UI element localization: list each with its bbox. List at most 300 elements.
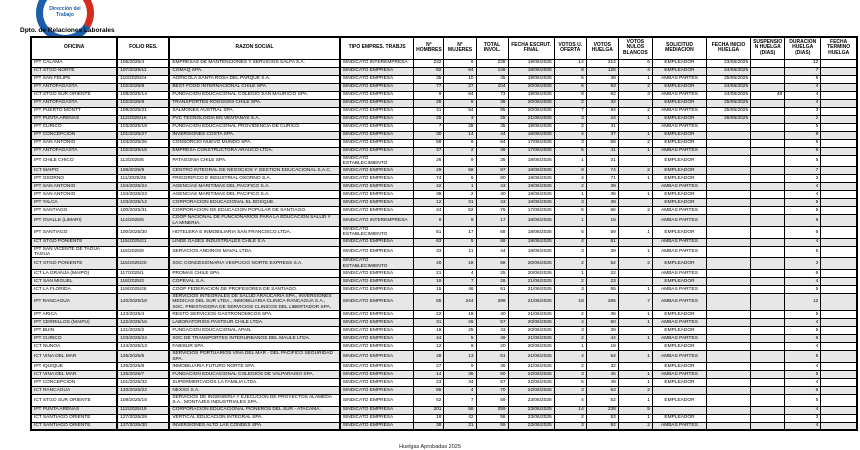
cell-fecha-termino-huelga xyxy=(821,59,857,67)
cell-razon-social: LABORATORIOS PASTEUR CHILE LTDA. xyxy=(169,319,339,327)
cell-votos-nulos-blancos: 1 xyxy=(618,319,652,327)
cell-votos-nulos-blancos: 1 xyxy=(618,286,652,294)
cell-folio-res: 102/2025/15 xyxy=(117,147,169,155)
cell-fecha-termino-huelga xyxy=(821,422,857,430)
table-row xyxy=(31,155,857,167)
cell-folio-res: 115/2025/21 xyxy=(117,238,169,246)
cell-fecha-escrut-final: 23/06/2025 xyxy=(508,394,554,406)
cell-fecha-escrut-final: 19/06/2025 xyxy=(508,91,554,99)
cell-folio-res: 103/2025/12 xyxy=(117,199,169,207)
cell-oficina: ICT VINA DEL MAR xyxy=(31,351,117,363)
cell-tipo-empres-trabjs: SINDICATO EMPRESA xyxy=(340,246,414,258)
cell-fecha-termino-huelga xyxy=(821,199,857,207)
cell-total-invol: 49 xyxy=(476,147,508,155)
cell-oficina: ICT STGO SUR ORIENTE xyxy=(31,91,117,99)
cell-duracion-huelga-dias: 5 xyxy=(785,394,821,406)
cell-n-hombres: 31 xyxy=(414,319,444,327)
cell-duracion-huelga-dias: 12 xyxy=(785,294,821,311)
cell-votos-u-oferta: 1 xyxy=(554,155,586,167)
cell-total-invol: 35 xyxy=(476,123,508,131)
cell-votos-u-oferta: 2 xyxy=(554,335,586,343)
cell-folio-res: 100/2025/30 xyxy=(117,226,169,238)
cell-votos-u-oferta: 1 xyxy=(554,215,586,227)
cell-solicitud-mediacion: AMBAS PARTES xyxy=(652,123,706,131)
cell-total-invol: 44 xyxy=(476,131,508,139)
cell-fecha-escrut-final: 23/06/2025 xyxy=(508,406,554,414)
cell-total-invol: 43 xyxy=(476,327,508,335)
cell-tipo-empres-trabjs: SINDICATO EMPRESA xyxy=(340,139,414,147)
cell-folio-res: 102/2025/9 xyxy=(117,99,169,107)
cell-razon-social: VERTICAL EDUCACION INTEGRAL SPA. xyxy=(169,414,339,422)
cell-n-mujeres: 5 xyxy=(444,238,476,246)
cell-tipo-empres-trabjs: SINDICATO EMPRESA xyxy=(340,335,414,343)
cell-fecha-inicio-huelga xyxy=(707,343,751,351)
cell-duracion-huelga-dias: 6 xyxy=(785,139,821,147)
cell-folio-res: 121/2025/2 xyxy=(117,327,169,335)
cell-n-hombres: 201 xyxy=(414,406,444,414)
table-row xyxy=(31,191,857,199)
cell-fecha-termino-huelga xyxy=(821,294,857,311)
cell-n-mujeres: 9 xyxy=(444,155,476,167)
cell-votos-u-oferta: 5 xyxy=(554,75,586,83)
table-row xyxy=(31,394,857,406)
cell-n-hombres: 23 xyxy=(414,378,444,386)
cell-tipo-empres-trabjs: SINDICATO INTEREMPRESA xyxy=(340,59,414,67)
cell-n-hombres: 29 xyxy=(414,167,444,175)
table-row xyxy=(31,67,857,75)
cell-suspension-huelga-dias xyxy=(751,207,785,215)
cell-razon-social: FUNDACION EDUCACIONAL COLEGIOS DE VALPARAISO SPA. xyxy=(169,370,339,378)
cell-fecha-inicio-huelga: 25/06/2025 xyxy=(707,99,751,107)
cell-duracion-huelga-dias: 9 xyxy=(785,215,821,227)
cell-votos-u-oferta: 6 xyxy=(554,207,586,215)
cell-oficina: ICT LA GRANJA (MAIPO) xyxy=(31,270,117,278)
cell-tipo-empres-trabjs: SINDICATO ESTABLECIMIENTO xyxy=(340,155,414,167)
cell-folio-res: 114/2025/6 xyxy=(117,215,169,227)
cell-n-mujeres: 1 xyxy=(444,183,476,191)
cell-fecha-termino-huelga xyxy=(821,270,857,278)
cell-solicitud-mediacion: AMBAS PARTES xyxy=(652,422,706,430)
cell-oficina: IPT CALAMA xyxy=(31,59,117,67)
cell-solicitud-mediacion: EMPLEADOR xyxy=(652,167,706,175)
cell-oficina: IPT CERRILLOS (MAIPU) xyxy=(31,319,117,327)
cell-fecha-inicio-huelga xyxy=(707,422,751,430)
cell-folio-res: 120/2025/18 xyxy=(117,294,169,311)
cell-suspension-huelga-dias xyxy=(751,226,785,238)
cell-oficina: IPT SANTIAGO xyxy=(31,226,117,238)
table-row xyxy=(31,131,857,139)
cell-tipo-empres-trabjs: SINDICATO EMPRESA xyxy=(340,191,414,199)
cell-n-mujeres: 64 xyxy=(444,91,476,99)
cell-votos-u-oferta: 9 xyxy=(554,167,586,175)
cell-votos-huelga: 93 xyxy=(586,83,618,91)
cell-oficina: IPT OVALLE (LIMARI) xyxy=(31,215,117,227)
cell-tipo-empres-trabjs: SINDICATO EMPRESA xyxy=(340,286,414,294)
cell-votos-huelga: 39 xyxy=(586,183,618,191)
cell-votos-huelga: 45 xyxy=(586,370,618,378)
table-row xyxy=(31,335,857,343)
cell-total-invol: 20 xyxy=(476,343,508,351)
cell-folio-res: 108/2025/14 xyxy=(117,91,169,99)
department-label: Dpto. de Relaciones Laborales xyxy=(20,27,115,34)
table-row xyxy=(31,167,857,175)
cell-fecha-inicio-huelga xyxy=(707,147,751,155)
cell-votos-u-oferta: 3 xyxy=(554,139,586,147)
cell-votos-huelga: 22 xyxy=(586,270,618,278)
cell-fecha-escrut-final: 23/06/2025 xyxy=(508,414,554,422)
cell-fecha-escrut-final: 22/06/2025 xyxy=(508,378,554,386)
cell-fecha-inicio-huelga xyxy=(707,139,751,147)
cell-folio-res: 127/2025/30 xyxy=(117,422,169,430)
cell-n-mujeres: 21 xyxy=(444,422,476,430)
cell-solicitud-mediacion: EMPLEADOR xyxy=(652,343,706,351)
cell-fecha-termino-huelga xyxy=(821,107,857,115)
cell-total-invol: 70 xyxy=(476,386,508,394)
cell-fecha-escrut-final: 20/06/2025 xyxy=(508,327,554,335)
cell-suspension-huelga-dias xyxy=(751,83,785,91)
cell-fecha-termino-huelga xyxy=(821,394,857,406)
cell-tipo-empres-trabjs: SINDICATO EMPRESA xyxy=(340,115,414,123)
cell-fecha-escrut-final: 19/06/2025 xyxy=(508,75,554,83)
cell-total-invol: 87 xyxy=(476,167,508,175)
cell-tipo-empres-trabjs: SINDICATO EMPRESA xyxy=(340,311,414,319)
cell-suspension-huelga-dias xyxy=(751,394,785,406)
cell-razon-social: BEST FOOD INTERNACIONAL CHILE SPA. xyxy=(169,83,339,91)
cell-votos-nulos-blancos xyxy=(618,199,652,207)
cell-duracion-huelga-dias: 4 xyxy=(785,362,821,370)
cell-suspension-huelga-dias xyxy=(751,175,785,183)
cell-folio-res: 104/2025/23 xyxy=(117,191,169,199)
footer-note: Huelgas Aprobadas 2025 xyxy=(399,444,461,450)
cell-votos-nulos-blancos: 2 xyxy=(618,207,652,215)
cell-n-mujeres: 5 xyxy=(444,335,476,343)
cell-duracion-huelga-dias: 4 xyxy=(785,406,821,414)
cell-oficina: IPT IQUIQUE xyxy=(31,362,117,370)
cell-fecha-termino-huelga xyxy=(821,147,857,155)
cell-fecha-escrut-final: 23/06/2025 xyxy=(508,422,554,430)
cell-votos-u-oferta: 3 xyxy=(554,386,586,394)
cell-oficina: ICT VINA DEL MAR xyxy=(31,370,117,378)
table-header xyxy=(31,37,857,59)
cell-votos-nulos-blancos: 1 xyxy=(618,335,652,343)
cell-fecha-inicio-huelga xyxy=(707,311,751,319)
cell-n-hombres: 12 xyxy=(414,343,444,351)
cell-razon-social: INVERSIONES ALTO LAS CONDES SPA. xyxy=(169,422,339,430)
cell-votos-u-oferta: 4 xyxy=(554,131,586,139)
cell-duracion-huelga-dias: 5 xyxy=(785,207,821,215)
cell-total-invol: 80 xyxy=(476,175,508,183)
cell-n-mujeres: 52 xyxy=(444,207,476,215)
cell-fecha-inicio-huelga: 24/06/2025 xyxy=(707,91,751,99)
cell-votos-huelga: 66 xyxy=(586,207,618,215)
cell-tipo-empres-trabjs: SINDICATO EMPRESA xyxy=(340,67,414,75)
cell-tipo-empres-trabjs: SINDICATO EMPRESA xyxy=(340,83,414,91)
cell-tipo-empres-trabjs: SINDICATO EMPRESA xyxy=(340,131,414,139)
cell-fecha-termino-huelga xyxy=(821,370,857,378)
table-row xyxy=(31,83,857,91)
cell-fecha-escrut-final: 21/06/2025 xyxy=(508,278,554,286)
cell-fecha-inicio-huelga xyxy=(707,270,751,278)
cell-oficina: ICT MAIPO xyxy=(31,167,117,175)
cell-suspension-huelga-dias xyxy=(751,294,785,311)
cell-tipo-empres-trabjs: SINDICATO ESTABLECIMIENTO xyxy=(340,258,414,270)
cell-razon-social: PVC TECNOLOGIA EN VENTANAS S.A. xyxy=(169,115,339,123)
table-row xyxy=(31,270,857,278)
cell-tipo-empres-trabjs: SINDICATO EMPRESA xyxy=(340,270,414,278)
cell-total-invol: 25 xyxy=(476,270,508,278)
cell-n-mujeres: 2 xyxy=(444,147,476,155)
cell-solicitud-mediacion: EMPLEADOR xyxy=(652,378,706,386)
cell-votos-huelga: 32 xyxy=(586,99,618,107)
cell-suspension-huelga-dias xyxy=(751,327,785,335)
cell-razon-social: INVERSIONES COSTA SPA. xyxy=(169,131,339,139)
cell-votos-huelga: 18 xyxy=(586,343,618,351)
cell-suspension-huelga-dias xyxy=(751,311,785,319)
cell-n-mujeres: 14 xyxy=(444,131,476,139)
cell-n-hombres: 48 xyxy=(414,351,444,363)
cell-folio-res: 112/2025/19 xyxy=(117,406,169,414)
cell-n-hombres: 15 xyxy=(414,286,444,294)
cell-razon-social: CORPORACION DE EDUCACION POPULAR DE SANTIAGO. xyxy=(169,207,339,215)
cell-oficina: IPT OSORNO xyxy=(31,175,117,183)
table-row xyxy=(31,343,857,351)
cell-total-invol: 58 xyxy=(476,258,508,270)
cell-n-hombres: 38 xyxy=(414,422,444,430)
cell-fecha-inicio-huelga xyxy=(707,238,751,246)
cell-folio-res: 106/2025/9 xyxy=(117,167,169,175)
cell-votos-huelga: 52 xyxy=(586,394,618,406)
cell-solicitud-mediacion: AMBAS PARTES xyxy=(652,91,706,99)
cell-razon-social: CORPORACION EDUCACIONAL PIONEROS DEL SUR - ATACAMA. xyxy=(169,406,339,414)
cell-folio-res: 126/2025/8 xyxy=(117,362,169,370)
cell-votos-nulos-blancos xyxy=(618,123,652,131)
cell-suspension-huelga-dias xyxy=(751,270,785,278)
cell-fecha-termino-huelga xyxy=(821,67,857,75)
cell-solicitud-mediacion: AMBAS PARTES xyxy=(652,270,706,278)
cell-total-invol: 43 xyxy=(476,183,508,191)
cell-duracion-huelga-dias: 3 xyxy=(785,414,821,422)
cell-razon-social: AGRICOLA SANTA ROSA DEL PARQUE S.A. xyxy=(169,75,339,83)
cell-duracion-huelga-dias: 4 xyxy=(785,191,821,199)
cell-n-hombres: 47 xyxy=(414,147,444,155)
cell-razon-social: CORPORACION EDUCACIONAL EL BOSQUE. xyxy=(169,199,339,207)
table-row xyxy=(31,414,857,422)
cell-total-invol: 58 xyxy=(476,414,508,422)
cell-razon-social: PROMAS CHILE SPA. xyxy=(169,270,339,278)
cell-votos-huelga: 44 xyxy=(586,335,618,343)
cell-votos-u-oferta: 14 xyxy=(554,59,586,67)
cell-fecha-inicio-huelga xyxy=(707,131,751,139)
cell-solicitud-mediacion: EMPLEADOR xyxy=(652,362,706,370)
cell-fecha-termino-huelga xyxy=(821,139,857,147)
cell-suspension-huelga-dias xyxy=(751,343,785,351)
cell-folio-res: 125/2025/7 xyxy=(117,370,169,378)
cell-votos-u-oferta: 4 xyxy=(554,319,586,327)
table-row xyxy=(31,406,857,414)
cell-fecha-escrut-final: 21/06/2025 xyxy=(508,311,554,319)
cell-votos-nulos-blancos: 1 xyxy=(618,147,652,155)
cell-total-invol: 76 xyxy=(476,207,508,215)
cell-fecha-termino-huelga xyxy=(821,115,857,123)
cell-razon-social: SERVICIOS DE INGENIERIA Y EJECUCION DE PROYECTOS ALAMEDA S.A., MONTAJES INDUSTRIALES SPA. xyxy=(169,394,339,406)
cell-folio-res: 100/2025/31 xyxy=(117,207,169,215)
cell-fecha-inicio-huelga xyxy=(707,386,751,394)
cell-folio-res: 105/2025/4 xyxy=(117,59,169,67)
cell-solicitud-mediacion: AMBAS PARTES xyxy=(652,238,706,246)
cell-votos-u-oferta: 1 xyxy=(554,191,586,199)
cell-votos-nulos-blancos: 2 xyxy=(618,167,652,175)
header-row xyxy=(31,37,857,59)
cell-fecha-inicio-huelga xyxy=(707,191,751,199)
cell-suspension-huelga-dias xyxy=(751,362,785,370)
cell-n-mujeres: 34 xyxy=(444,378,476,386)
cell-votos-nulos-blancos: 1 xyxy=(618,75,652,83)
cell-razon-social: FABISUR SPA. xyxy=(169,343,339,351)
cell-n-hombres: 30 xyxy=(414,131,444,139)
cell-fecha-termino-huelga xyxy=(821,191,857,199)
cell-duracion-huelga-dias: 6 xyxy=(785,75,821,83)
cell-votos-u-oferta: 4 xyxy=(554,394,586,406)
cell-votos-u-oferta: 8 xyxy=(554,67,586,75)
cell-votos-nulos-blancos xyxy=(618,270,652,278)
cell-n-hombres: 14 xyxy=(414,370,444,378)
cell-fecha-termino-huelga xyxy=(821,362,857,370)
cell-votos-huelga: 32 xyxy=(586,362,618,370)
cell-razon-social: EMPRESAS DE MANTENCIONES Y SERVICIOS SALFA S.A. xyxy=(169,59,339,67)
cell-n-hombres: 58 xyxy=(414,139,444,147)
cell-razon-social: COOP FEDERACION DE PROFESORES DE SANTIAGO. xyxy=(169,286,339,294)
cell-duracion-huelga-dias: 4 xyxy=(785,422,821,430)
cell-duracion-huelga-dias: 5 xyxy=(785,327,821,335)
cell-folio-res: 109/2025/21 xyxy=(117,107,169,115)
cell-suspension-huelga-dias xyxy=(751,75,785,83)
cell-votos-huelga: 54 xyxy=(586,351,618,363)
cell-fecha-termino-huelga xyxy=(821,155,857,167)
cell-votos-nulos-blancos: 2 xyxy=(618,386,652,394)
cell-fecha-termino-huelga xyxy=(821,319,857,327)
cell-fecha-escrut-final: 19/06/2025 xyxy=(508,175,554,183)
cell-fecha-escrut-final: 19/06/2025 xyxy=(508,238,554,246)
cell-razon-social: COPEVAL S.A. xyxy=(169,278,339,286)
cell-total-invol: 40 xyxy=(476,191,508,199)
cell-votos-huelga: 36 xyxy=(586,191,618,199)
cell-tipo-empres-trabjs: SINDICATO EMPRESA xyxy=(340,199,414,207)
cell-solicitud-mediacion: EMPLEADOR xyxy=(652,59,706,67)
cell-n-mujeres: 46 xyxy=(444,286,476,294)
cell-solicitud-mediacion: AMBAS PARTES xyxy=(652,75,706,83)
cell-votos-huelga: 55 xyxy=(586,139,618,147)
cell-solicitud-mediacion: EMPLEADOR xyxy=(652,311,706,319)
cell-razon-social: INMOBILIARIA FUTURO NORTE SPA. xyxy=(169,362,339,370)
cell-total-invol: 40 xyxy=(476,311,508,319)
cell-total-invol: 57 xyxy=(476,378,508,386)
cell-oficina: IPT PUERTO MONTT xyxy=(31,107,117,115)
cell-n-mujeres: 42 xyxy=(444,414,476,422)
cell-fecha-escrut-final: 19/06/2025 xyxy=(508,123,554,131)
table-row xyxy=(31,362,857,370)
cell-fecha-escrut-final: 18/06/2025 xyxy=(508,67,554,75)
column-header-tipo-empres-trabjs: TIPO EMPRES. TRABJS xyxy=(340,37,414,59)
cell-n-hombres: 19 xyxy=(414,278,444,286)
cell-fecha-inicio-huelga xyxy=(707,226,751,238)
cell-n-hombres: 16 xyxy=(414,414,444,422)
cell-fecha-inicio-huelga xyxy=(707,278,751,286)
column-header-folio-res: FOLIO RES. xyxy=(117,37,169,59)
cell-oficina: ICT NUNOA xyxy=(31,343,117,351)
cell-duracion-huelga-dias: 5 xyxy=(785,351,821,363)
cell-razon-social: RESTO SERVICIOS GASTRONOMICOS SPA. xyxy=(169,311,339,319)
cell-tipo-empres-trabjs: SINDICATO EMPRESA xyxy=(340,406,414,414)
cell-votos-huelga: 63 xyxy=(586,386,618,394)
table-row xyxy=(31,278,857,286)
cell-tipo-empres-trabjs: SINDICATO EMPRESA xyxy=(340,207,414,215)
cell-duracion-huelga-dias: 5 xyxy=(785,155,821,167)
cell-razon-social: AGENCIAS MARITIMAS DEL PACIFICO S.A. xyxy=(169,191,339,199)
cell-n-hombres: 18 xyxy=(414,327,444,335)
cell-solicitud-mediacion: EMPLEADOR xyxy=(652,226,706,238)
cell-votos-nulos-blancos: 2 xyxy=(618,83,652,91)
cell-total-invol: 28 xyxy=(476,115,508,123)
table-row xyxy=(31,123,857,131)
cell-n-mujeres: 13 xyxy=(444,351,476,363)
cell-tipo-empres-trabjs: SINDICATO EMPRESA xyxy=(340,327,414,335)
cell-fecha-termino-huelga xyxy=(821,167,857,175)
cell-n-hombres: 8 xyxy=(414,215,444,227)
cell-fecha-escrut-final: 22/06/2025 xyxy=(508,370,554,378)
cell-n-hombres: 42 xyxy=(414,183,444,191)
table-row xyxy=(31,238,857,246)
cell-duracion-huelga-dias: 5 xyxy=(785,311,821,319)
column-header-oficina: OFICINA xyxy=(31,37,117,59)
cell-folio-res: 101/2025/27 xyxy=(117,131,169,139)
cell-razon-social: COOP NACIONAL DE FUNCIONARIOS PARA LA EDUCACION SALUD Y LA MINERIA. xyxy=(169,215,339,227)
cell-oficina: IPT CONCEPCION xyxy=(31,131,117,139)
cell-n-mujeres: 31 xyxy=(444,199,476,207)
cell-solicitud-mediacion: AMBAS PARTES xyxy=(652,370,706,378)
cell-razon-social: EMPRESA CONSTRUCTORA ARAUCO LTDA. xyxy=(169,147,339,155)
table-row xyxy=(31,147,857,155)
cell-oficina: IPT SAN ANTONIO xyxy=(31,191,117,199)
cell-n-hombres: 77 xyxy=(414,83,444,91)
cell-n-mujeres: 6 xyxy=(444,139,476,147)
cell-votos-u-oferta: 5 xyxy=(554,378,586,386)
cell-votos-nulos-blancos: 3 xyxy=(618,91,652,99)
cell-fecha-escrut-final: 22/06/2025 xyxy=(508,386,554,394)
column-header-duracion-huelga-dias: DURACION HUELGA (DIAS) xyxy=(785,37,821,59)
cell-suspension-huelga-dias: 48 xyxy=(751,91,785,99)
cell-n-mujeres: 8 xyxy=(444,343,476,351)
cell-fecha-escrut-final: 19/06/2025 xyxy=(508,246,554,258)
cell-votos-u-oferta: 3 xyxy=(554,422,586,430)
cell-fecha-termino-huelga xyxy=(821,131,857,139)
cell-fecha-termino-huelga xyxy=(821,123,857,131)
cell-fecha-escrut-final: 16/06/2025 xyxy=(508,131,554,139)
cell-n-mujeres: 58 xyxy=(444,406,476,414)
cell-total-invol: 36 xyxy=(476,99,508,107)
cell-total-invol: 68 xyxy=(476,238,508,246)
cell-n-mujeres: 18 xyxy=(444,258,476,270)
cell-fecha-escrut-final: 17/06/2025 xyxy=(508,147,554,155)
cell-fecha-escrut-final: 20/06/2025 xyxy=(508,319,554,327)
cell-tipo-empres-trabjs: SINDICATO EMPRESA xyxy=(340,378,414,386)
cell-votos-u-oferta: 8 xyxy=(554,91,586,99)
cell-votos-u-oferta: 7 xyxy=(554,107,586,115)
cell-fecha-inicio-huelga xyxy=(707,414,751,422)
cell-fecha-inicio-huelga xyxy=(707,351,751,363)
column-header-total-invol: TOTAL INVOL. xyxy=(476,37,508,59)
cell-suspension-huelga-dias xyxy=(751,258,785,270)
cell-oficina: IPT CURICO xyxy=(31,123,117,131)
